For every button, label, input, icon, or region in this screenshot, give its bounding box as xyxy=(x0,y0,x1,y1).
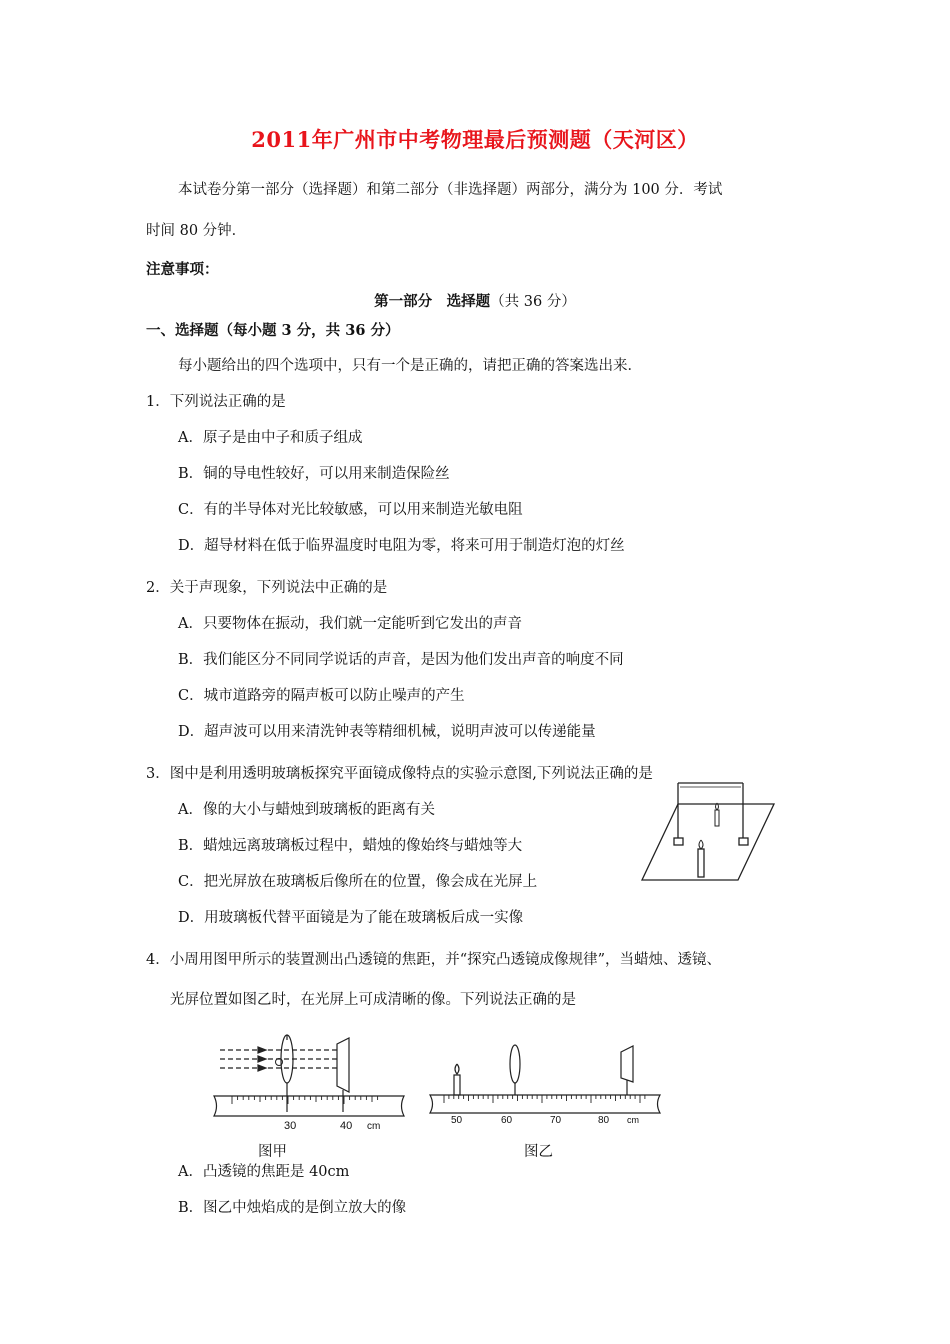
q3-option-c: C．把光屏放在玻璃板后像所在的位置，像会成在光屏上 xyxy=(178,874,538,890)
page-title: 2011年广州市中考物理最后预测题（天河区） xyxy=(251,127,699,152)
q2-option-b: B．我们能区分不同同学说话的声音，是因为他们发出声音的响度不同 xyxy=(178,652,624,668)
figure-jia-caption: 图甲 xyxy=(258,1144,287,1160)
q1-option-c: C．有的半导体对光比较敏感，可以用来制造光敏电阻 xyxy=(178,502,523,518)
q4-option-a: A．凸透镜的焦距是 40cm xyxy=(178,1164,350,1180)
part1-heading-line xyxy=(0,290,950,311)
q3-option-d: D．用玻璃板代替平面镜是为了能在玻璃板后成一实像 xyxy=(178,910,524,926)
section1-heading: 一、选择题（每小题 3 分，共 36 分） xyxy=(146,322,400,339)
notice-heading: 注意事项： xyxy=(146,261,219,278)
jia-tick-40: 40 xyxy=(340,1120,353,1132)
figure-yi-optical-bench xyxy=(424,1030,669,1125)
q1-option-b: B．铜的导电性较好，可以用来制造保险丝 xyxy=(178,466,450,482)
q1-option-a: A．原子是由中子和质子组成 xyxy=(178,430,363,446)
yi-tick-80: 80 xyxy=(598,1115,610,1126)
q1-stem: 1．下列说法正确的是 xyxy=(146,394,286,410)
part1-heading: 第一部分 选择题 xyxy=(374,293,491,310)
q2-stem: 2．关于声现象，下列说法中正确的是 xyxy=(146,580,388,596)
jia-tick-30: 30 xyxy=(284,1120,297,1132)
section1-instruction: 每小题给出的四个选项中，只有一个是正确的，请把正确的答案选出来． xyxy=(178,358,642,374)
intro-line-1: 本试卷分第一部分（选择题）和第二部分（非选择题）两部分，满分为 100 分．考试 xyxy=(178,182,723,198)
q4-stem-line-1: 4．小周用图甲所示的装置测出凸透镜的焦距，并“探究凸透镜成像规律”，当蜡烛、透镜、 xyxy=(146,952,722,968)
q2-option-c: C．城市道路旁的隔声板可以防止噪声的产生 xyxy=(178,688,465,704)
yi-tick-60: 60 xyxy=(501,1115,513,1126)
q1-option-d: D．超导材料在低于临界温度时电阻为零，将来可用于制造灯泡的灯丝 xyxy=(178,538,625,554)
q3-stem: 3．图中是利用透明玻璃板探究平面镜成像特点的实验示意图,下列说法正确的是 xyxy=(146,766,653,782)
jia-tick-unit: cm xyxy=(367,1121,381,1132)
q4-stem-line-2: 光屏位置如图乙时，在光屏上可成清晰的像。下列说法正确的是 xyxy=(170,992,576,1008)
q2-option-a: A．只要物体在振动，我们就一定能听到它发出的声音 xyxy=(178,616,522,632)
q2-option-d: D．超声波可以用来清洗钟表等精细机械，说明声波可以传递能量 xyxy=(178,724,596,740)
figure-jia-lens-focal xyxy=(212,1030,412,1140)
mirror-experiment-figure xyxy=(640,780,775,885)
q4-option-b: B．图乙中烛焰成的是倒立放大的像 xyxy=(178,1200,407,1216)
yi-tick-unit: cm xyxy=(627,1115,639,1125)
intro-line-2: 时间 80 分钟． xyxy=(146,223,247,239)
q3-option-b: B．蜡烛远离玻璃板过程中，蜡烛的像始终与蜡烛等大 xyxy=(178,838,523,854)
yi-tick-50: 50 xyxy=(451,1115,463,1126)
yi-tick-70: 70 xyxy=(550,1115,562,1126)
figure-yi-caption: 图乙 xyxy=(524,1144,553,1160)
q3-option-a: A．像的大小与蜡烛到玻璃板的距离有关 xyxy=(178,802,435,818)
part1-score: （共 36 分） xyxy=(490,294,576,310)
